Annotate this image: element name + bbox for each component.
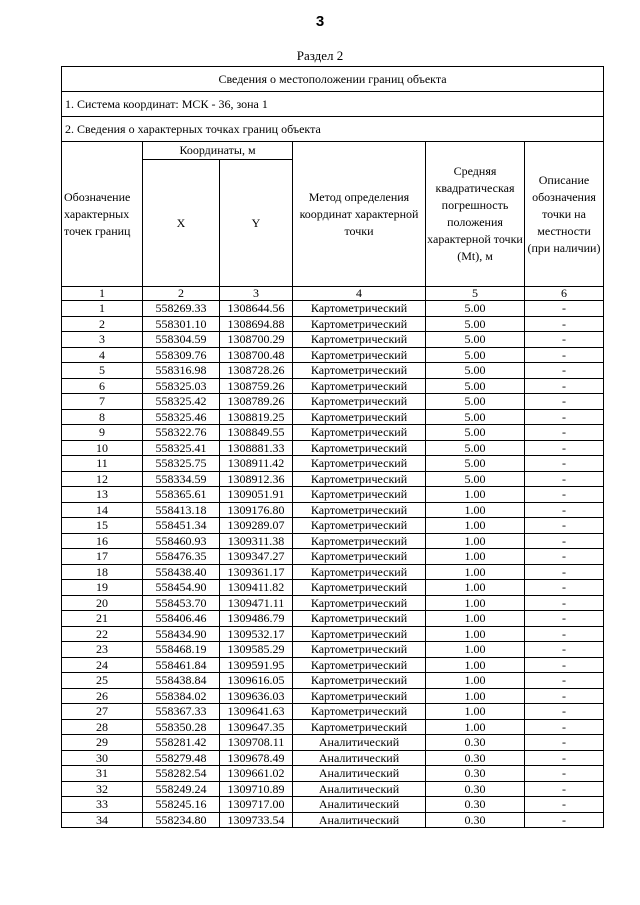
description-cell: - (525, 502, 604, 518)
y-coordinate-cell: 1308759.26 (220, 378, 293, 394)
x-coordinate-cell: 558309.76 (143, 347, 220, 363)
accuracy-cell: 1.00 (426, 502, 525, 518)
method-cell: Картометрический (293, 363, 426, 379)
accuracy-cell: 1.00 (426, 580, 525, 596)
table-row (62, 719, 604, 735)
accuracy-cell: 0.30 (426, 812, 525, 828)
accuracy-cell: 1.00 (426, 533, 525, 549)
description-cell: - (525, 812, 604, 828)
table-row (62, 487, 604, 503)
description-cell: - (525, 688, 604, 704)
method-cell: Аналитический (293, 735, 426, 751)
description-cell: - (525, 363, 604, 379)
method-cell: Аналитический (293, 781, 426, 797)
point-number-cell: 4 (62, 347, 143, 363)
description-cell: - (525, 766, 604, 782)
x-coordinate-cell: 558453.70 (143, 595, 220, 611)
method-cell: Картометрический (293, 518, 426, 534)
description-cell: - (525, 642, 604, 658)
table-title: Сведения о местоположении границ объекта (62, 67, 604, 92)
method-cell: Картометрический (293, 611, 426, 627)
point-number-cell: 26 (62, 688, 143, 704)
table-row (62, 688, 604, 704)
y-coordinate-cell: 1308700.48 (220, 347, 293, 363)
point-number-cell: 22 (62, 626, 143, 642)
y-coordinate-cell: 1309347.27 (220, 549, 293, 565)
method-cell: Картометрический (293, 301, 426, 317)
x-coordinate-cell: 558282.54 (143, 766, 220, 782)
x-coordinate-cell: 558365.61 (143, 487, 220, 503)
table-row (62, 673, 604, 689)
description-cell: - (525, 735, 604, 751)
column-number: 3 (220, 287, 293, 301)
description-cell: - (525, 347, 604, 363)
y-coordinate-cell: 1309717.00 (220, 797, 293, 813)
table-row (62, 316, 604, 332)
method-cell: Картометрический (293, 409, 426, 425)
table-row (62, 595, 604, 611)
table-row (62, 704, 604, 720)
point-number-cell: 20 (62, 595, 143, 611)
method-cell: Картометрический (293, 626, 426, 642)
y-coordinate-cell: 1308881.33 (220, 440, 293, 456)
accuracy-cell: 1.00 (426, 611, 525, 627)
header-method: Метод определения координат характерной точки (293, 142, 426, 287)
table-row (62, 378, 604, 394)
y-coordinate-cell: 1309051.91 (220, 487, 293, 503)
method-cell: Картометрический (293, 502, 426, 518)
y-coordinate-cell: 1308911.42 (220, 456, 293, 472)
point-number-cell: 2 (62, 316, 143, 332)
x-coordinate-cell: 558384.02 (143, 688, 220, 704)
column-number: 5 (426, 287, 525, 301)
y-coordinate-cell: 1309411.82 (220, 580, 293, 596)
description-cell: - (525, 471, 604, 487)
y-coordinate-cell: 1309733.54 (220, 812, 293, 828)
method-cell: Картометрический (293, 347, 426, 363)
table-row (62, 456, 604, 472)
description-cell: - (525, 440, 604, 456)
description-cell: - (525, 657, 604, 673)
point-number-cell: 34 (62, 812, 143, 828)
accuracy-cell: 1.00 (426, 564, 525, 580)
table-row (62, 409, 604, 425)
point-number-cell: 28 (62, 719, 143, 735)
y-coordinate-cell: 1309591.95 (220, 657, 293, 673)
table-row (62, 750, 604, 766)
method-cell: Картометрический (293, 378, 426, 394)
point-number-cell: 8 (62, 409, 143, 425)
y-coordinate-cell: 1309361.17 (220, 564, 293, 580)
x-coordinate-cell: 558413.18 (143, 502, 220, 518)
x-coordinate-cell: 558281.42 (143, 735, 220, 751)
point-number-cell: 17 (62, 549, 143, 565)
method-cell: Картометрический (293, 332, 426, 348)
table-row (62, 735, 604, 751)
point-number-cell: 27 (62, 704, 143, 720)
x-coordinate-cell: 558438.84 (143, 673, 220, 689)
description-cell: - (525, 580, 604, 596)
x-coordinate-cell: 558454.90 (143, 580, 220, 596)
accuracy-cell: 0.30 (426, 781, 525, 797)
x-coordinate-cell: 558468.19 (143, 642, 220, 658)
accuracy-cell: 5.00 (426, 425, 525, 441)
method-cell: Картометрический (293, 642, 426, 658)
table-row (62, 347, 604, 363)
table-row (62, 766, 604, 782)
y-coordinate-cell: 1309532.17 (220, 626, 293, 642)
x-coordinate-cell: 558438.40 (143, 564, 220, 580)
method-cell: Картометрический (293, 657, 426, 673)
table-row (62, 580, 604, 596)
method-cell: Картометрический (293, 595, 426, 611)
section-title: Раздел 2 (296, 48, 344, 63)
table-row (62, 549, 604, 565)
table-row (62, 502, 604, 518)
point-number-cell: 9 (62, 425, 143, 441)
y-coordinate-cell: 1309176.80 (220, 502, 293, 518)
x-coordinate-cell: 558367.33 (143, 704, 220, 720)
accuracy-cell: 5.00 (426, 456, 525, 472)
y-coordinate-cell: 1309710.89 (220, 781, 293, 797)
description-cell: - (525, 595, 604, 611)
accuracy-cell: 5.00 (426, 409, 525, 425)
method-cell: Картометрический (293, 471, 426, 487)
x-coordinate-cell: 558316.98 (143, 363, 220, 379)
coordinate-system: 1. Система координат: МСК - 36, зона 1 (62, 92, 604, 117)
description-cell: - (525, 719, 604, 735)
accuracy-cell: 1.00 (426, 487, 525, 503)
y-coordinate-cell: 1309708.11 (220, 735, 293, 751)
header-designation: Обозначение характерных точек границ (62, 142, 143, 287)
x-coordinate-cell: 558325.41 (143, 440, 220, 456)
accuracy-cell: 1.00 (426, 719, 525, 735)
x-coordinate-cell: 558451.34 (143, 518, 220, 534)
header-y: Y (220, 160, 293, 287)
accuracy-cell: 5.00 (426, 316, 525, 332)
y-coordinate-cell: 1309289.07 (220, 518, 293, 534)
x-coordinate-cell: 558434.90 (143, 626, 220, 642)
description-cell: - (525, 626, 604, 642)
point-number-cell: 18 (62, 564, 143, 580)
method-cell: Картометрический (293, 394, 426, 410)
column-number: 1 (62, 287, 143, 301)
point-number-cell: 23 (62, 642, 143, 658)
x-coordinate-cell: 558245.16 (143, 797, 220, 813)
method-cell: Картометрический (293, 564, 426, 580)
table-row (62, 440, 604, 456)
description-cell: - (525, 564, 604, 580)
y-coordinate-cell: 1309647.35 (220, 719, 293, 735)
accuracy-cell: 5.00 (426, 378, 525, 394)
method-cell: Картометрический (293, 704, 426, 720)
header-accuracy: Средняя квадратическая погрешность положения характерной точки (Mt), м (426, 142, 525, 287)
table-row (62, 781, 604, 797)
table-row (62, 394, 604, 410)
header-coordinates: Координаты, м (143, 142, 293, 160)
y-coordinate-cell: 1308644.56 (220, 301, 293, 317)
accuracy-cell: 5.00 (426, 440, 525, 456)
accuracy-cell: 1.00 (426, 549, 525, 565)
description-cell: - (525, 533, 604, 549)
accuracy-cell: 1.00 (426, 657, 525, 673)
method-cell: Аналитический (293, 750, 426, 766)
accuracy-cell: 5.00 (426, 363, 525, 379)
table-row (62, 301, 604, 317)
point-number-cell: 12 (62, 471, 143, 487)
method-cell: Картометрический (293, 549, 426, 565)
accuracy-cell: 0.30 (426, 735, 525, 751)
y-coordinate-cell: 1309486.79 (220, 611, 293, 627)
point-number-cell: 21 (62, 611, 143, 627)
header-description: Описание обозначения точки на местности (при наличии) (525, 142, 604, 287)
table-row (62, 363, 604, 379)
table-row (62, 471, 604, 487)
x-coordinate-cell: 558269.33 (143, 301, 220, 317)
point-number-cell: 16 (62, 533, 143, 549)
y-coordinate-cell: 1308700.29 (220, 332, 293, 348)
table-row (62, 657, 604, 673)
table-row (62, 533, 604, 549)
page-number: 3 (315, 13, 325, 30)
description-cell: - (525, 425, 604, 441)
table-row (62, 611, 604, 627)
table-row (62, 564, 604, 580)
table-row (62, 518, 604, 534)
y-coordinate-cell: 1309616.05 (220, 673, 293, 689)
y-coordinate-cell: 1308728.26 (220, 363, 293, 379)
description-cell: - (525, 378, 604, 394)
table-row (62, 812, 604, 828)
x-coordinate-cell: 558279.48 (143, 750, 220, 766)
accuracy-cell: 1.00 (426, 673, 525, 689)
method-cell: Картометрический (293, 673, 426, 689)
description-cell: - (525, 549, 604, 565)
point-number-cell: 19 (62, 580, 143, 596)
accuracy-cell: 5.00 (426, 471, 525, 487)
accuracy-cell: 1.00 (426, 642, 525, 658)
x-coordinate-cell: 558406.46 (143, 611, 220, 627)
description-cell: - (525, 750, 604, 766)
y-coordinate-cell: 1308789.26 (220, 394, 293, 410)
x-coordinate-cell: 558325.46 (143, 409, 220, 425)
y-coordinate-cell: 1308819.25 (220, 409, 293, 425)
accuracy-cell: 5.00 (426, 332, 525, 348)
x-coordinate-cell: 558325.42 (143, 394, 220, 410)
accuracy-cell: 5.00 (426, 347, 525, 363)
point-number-cell: 6 (62, 378, 143, 394)
point-number-cell: 13 (62, 487, 143, 503)
column-number: 6 (525, 287, 604, 301)
description-cell: - (525, 316, 604, 332)
method-cell: Картометрический (293, 487, 426, 503)
point-number-cell: 32 (62, 781, 143, 797)
point-number-cell: 14 (62, 502, 143, 518)
y-coordinate-cell: 1309661.02 (220, 766, 293, 782)
method-cell: Аналитический (293, 797, 426, 813)
x-coordinate-cell: 558301.10 (143, 316, 220, 332)
x-coordinate-cell: 558325.75 (143, 456, 220, 472)
y-coordinate-cell: 1309641.63 (220, 704, 293, 720)
method-cell: Картометрический (293, 533, 426, 549)
method-cell: Картометрический (293, 425, 426, 441)
point-number-cell: 7 (62, 394, 143, 410)
x-coordinate-cell: 558460.93 (143, 533, 220, 549)
x-coordinate-cell: 558461.84 (143, 657, 220, 673)
method-cell: Картометрический (293, 688, 426, 704)
y-coordinate-cell: 1309585.29 (220, 642, 293, 658)
description-cell: - (525, 487, 604, 503)
description-cell: - (525, 409, 604, 425)
table-row (62, 626, 604, 642)
y-coordinate-cell: 1309471.11 (220, 595, 293, 611)
point-number-cell: 10 (62, 440, 143, 456)
point-number-cell: 3 (62, 332, 143, 348)
accuracy-cell: 0.30 (426, 750, 525, 766)
y-coordinate-cell: 1308849.55 (220, 425, 293, 441)
point-number-cell: 24 (62, 657, 143, 673)
column-number: 2 (143, 287, 220, 301)
column-number: 4 (293, 287, 426, 301)
description-cell: - (525, 518, 604, 534)
point-number-cell: 11 (62, 456, 143, 472)
x-coordinate-cell: 558325.03 (143, 378, 220, 394)
x-coordinate-cell: 558476.35 (143, 549, 220, 565)
description-cell: - (525, 332, 604, 348)
method-cell: Картометрический (293, 316, 426, 332)
y-coordinate-cell: 1309311.38 (220, 533, 293, 549)
method-cell: Картометрический (293, 456, 426, 472)
column-numbers-row (62, 287, 604, 301)
x-coordinate-cell: 558350.28 (143, 719, 220, 735)
point-number-cell: 5 (62, 363, 143, 379)
table-row (62, 332, 604, 348)
method-cell: Аналитический (293, 766, 426, 782)
x-coordinate-cell: 558322.76 (143, 425, 220, 441)
point-number-cell: 1 (62, 301, 143, 317)
description-cell: - (525, 301, 604, 317)
description-cell: - (525, 781, 604, 797)
x-coordinate-cell: 558249.24 (143, 781, 220, 797)
accuracy-cell: 1.00 (426, 626, 525, 642)
point-number-cell: 15 (62, 518, 143, 534)
description-cell: - (525, 456, 604, 472)
header-x: X (143, 160, 220, 287)
description-cell: - (525, 394, 604, 410)
accuracy-cell: 5.00 (426, 394, 525, 410)
boundary-points-table (61, 66, 604, 828)
accuracy-cell: 1.00 (426, 688, 525, 704)
description-cell: - (525, 673, 604, 689)
table-row (62, 797, 604, 813)
y-coordinate-cell: 1309636.03 (220, 688, 293, 704)
y-coordinate-cell: 1308694.88 (220, 316, 293, 332)
x-coordinate-cell: 558304.59 (143, 332, 220, 348)
description-cell: - (525, 797, 604, 813)
table-row (62, 642, 604, 658)
y-coordinate-cell: 1308912.36 (220, 471, 293, 487)
description-cell: - (525, 704, 604, 720)
x-coordinate-cell: 558234.80 (143, 812, 220, 828)
method-cell: Аналитический (293, 812, 426, 828)
accuracy-cell: 0.30 (426, 797, 525, 813)
accuracy-cell: 1.00 (426, 595, 525, 611)
method-cell: Картометрический (293, 719, 426, 735)
point-number-cell: 33 (62, 797, 143, 813)
point-number-cell: 31 (62, 766, 143, 782)
table-row (62, 425, 604, 441)
point-number-cell: 30 (62, 750, 143, 766)
points-heading: 2. Сведения о характерных точках границ объекта (62, 117, 604, 142)
x-coordinate-cell: 558334.59 (143, 471, 220, 487)
method-cell: Картометрический (293, 440, 426, 456)
accuracy-cell: 0.30 (426, 766, 525, 782)
y-coordinate-cell: 1309678.49 (220, 750, 293, 766)
point-number-cell: 29 (62, 735, 143, 751)
method-cell: Картометрический (293, 580, 426, 596)
description-cell: - (525, 611, 604, 627)
point-number-cell: 25 (62, 673, 143, 689)
accuracy-cell: 1.00 (426, 704, 525, 720)
accuracy-cell: 1.00 (426, 518, 525, 534)
accuracy-cell: 5.00 (426, 301, 525, 317)
